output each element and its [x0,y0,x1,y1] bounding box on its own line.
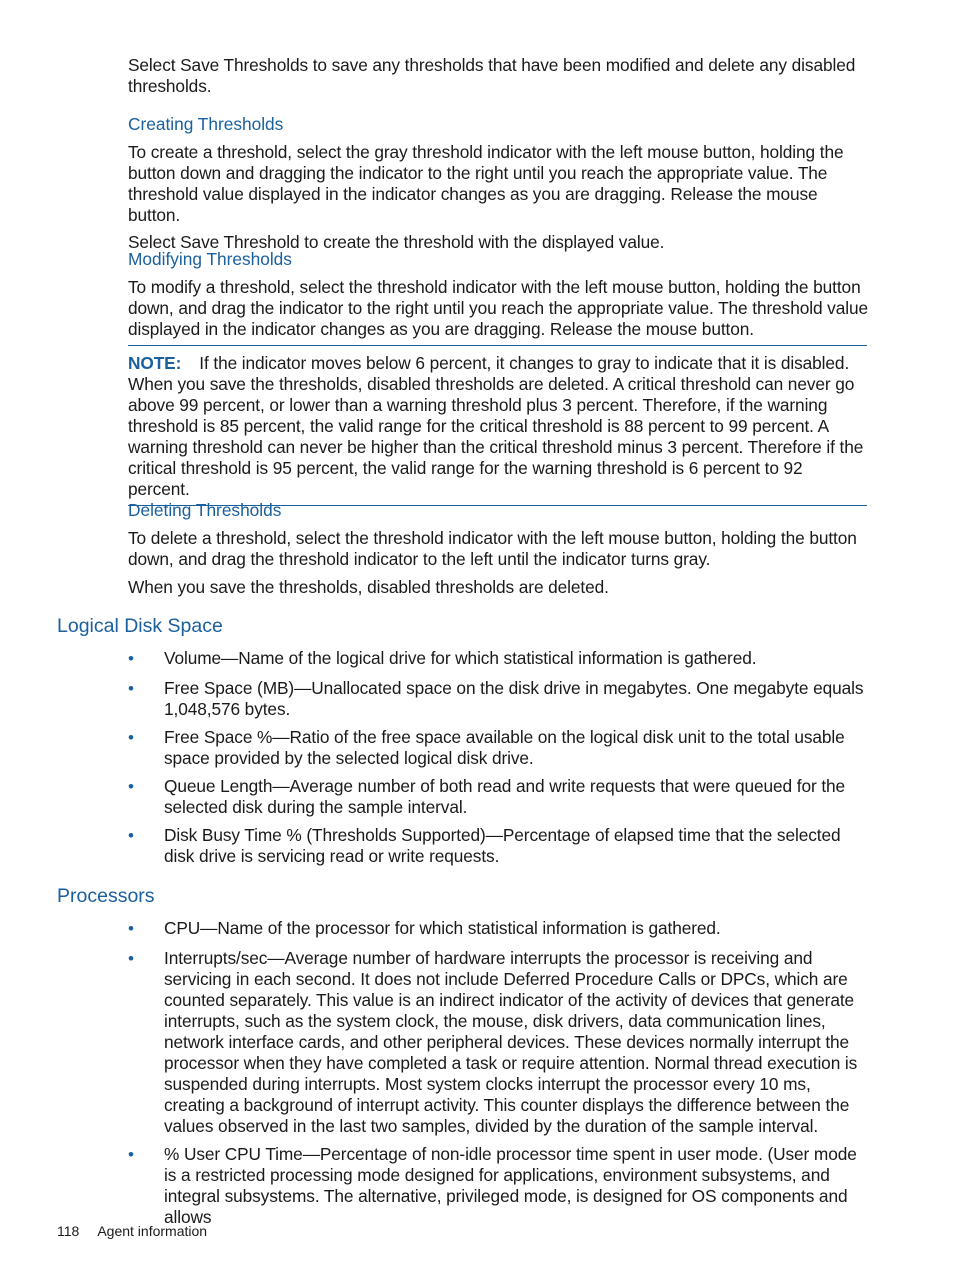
intro-section [128,55,870,97]
logical-disk-space-heading: Logical Disk Space [57,615,223,637]
save-thresholds-paragraph: Select Save Thresholds to save any thresholds that have been modified and delete any disabled thresholds. [128,55,856,96]
processors-heading: Processors [57,885,155,907]
note-text: If the indicator moves below 6 percent, it changes to gray to indicate that it is disabled. When you save the thresholds, disabled thresholds are deleted. A critical threshold can never go above 99 percent, or lower than a warning threshold plus 3 percent. Therefore, if the warning threshold is 85 percent, the valid range for the critical threshold is 88 percent to 99 percent. A warning threshold can never be higher than the critical threshold minus 3 percent. Therefore if the critical threshold is 95 percent, the valid range for the warning threshold is 6 percent to 92 percent. [128,353,864,499]
note-box [128,345,867,506]
list-item [128,948,870,1137]
note-paragraph [128,353,867,500]
list-item-text: CPU—Name of the processor for which statistical information is gathered. [164,918,721,938]
processors-section [0,884,954,1228]
list-item-text: Volume—Name of the logical drive for which statistical information is gathered. [164,648,757,668]
list-item [128,918,870,939]
list-item [128,1144,870,1228]
list-item-text: % User CPU Time—Percentage of non-idle processor time spent in user mode. (User mode is a restricted processing mode designed for applications, environment subsystems, and integral subsystems. The alternative, privileged mode, is designed for OS components and allows [164,1144,857,1227]
creating-thresholds-paragraph: To create a threshold, select the gray threshold indicator with the left mouse button, holding the button down and dragging the indicator to the right until you reach the appropriate value. The threshold value displayed in the indicator changes as you are dragging. Release the mouse button. [128,142,844,225]
deleting-thresholds-section [128,500,870,598]
bullet-icon: • [128,649,134,668]
deleting-thresholds-heading: Deleting Thresholds [128,500,282,520]
bullet-icon: • [128,1145,134,1164]
save-threshold-paragraph: Select Save Threshold to create the threshold with the displayed value. [128,232,665,252]
creating-thresholds-heading: Creating Thresholds [128,114,284,134]
list-item-text: Disk Busy Time % (Thresholds Supported)—Percentage of elapsed time that the selected disk drive is servicing read or write requests. [164,825,841,866]
note-label: NOTE: [128,353,182,373]
list-item-text: Free Space (MB)—Unallocated space on the disk drive in megabytes. One megabyte equals 1,048,576 bytes. [164,678,864,719]
modifying-thresholds-section [128,249,870,340]
list-item-text: Free Space %—Ratio of the free space available on the logical disk unit to the total usable space provided by the selected logical disk drive. [164,727,845,768]
deleted-on-save-paragraph: When you save the thresholds, disabled thresholds are deleted. [128,577,609,597]
creating-thresholds-section [128,114,870,253]
list-item [128,648,870,669]
list-item [128,825,870,867]
list-item-text: Queue Length—Average number of both read and write requests that were queued for the selected disk during the sample interval. [164,776,846,817]
list-item [128,776,870,818]
processors-list [128,918,870,1228]
logical-disk-space-section [0,614,954,867]
footer-section-title: Agent information [97,1223,208,1239]
modifying-thresholds-paragraph: To modify a threshold, select the threshold indicator with the left mouse button, holding the button down, and drag the indicator to the right until you reach the appropriate value. The threshold value displayed in the indicator changes as you are dragging. Release the mouse button. [128,277,868,339]
bullet-icon: • [128,826,134,845]
page-number: 118 [57,1223,80,1239]
list-item [128,678,870,720]
bullet-icon: • [128,728,134,747]
deleting-thresholds-paragraph: To delete a threshold, select the threshold indicator with the left mouse button, holding the button down, and drag the threshold indicator to the left until the indicator turns gray. [128,528,857,569]
logical-disk-list [128,648,870,867]
list-item-text: Interrupts/sec—Average number of hardware interrupts the processor is receiving and servicing in each second. It does not include Deferred Procedure Calls or DPCs, which are counted separately. This value is an indirect indicator of the activity of devices that generate interrupts, such as the system clock, the mouse, disk drivers, data communication lines, network interface cards, and other peripheral devices. These devices normally interrupt the processor when they have completed a task or require attention. Normal thread execution is suspended during interrupts. Most system clocks interrupt the processor every 10 ms, creating a background of interrupt activity. This counter displays the difference between the values observed in the last two samples, divided by the duration of the sample interval. [164,948,858,1136]
modifying-thresholds-heading: Modifying Thresholds [128,249,292,269]
bullet-icon: • [128,949,134,968]
bullet-icon: • [128,679,134,698]
list-item [128,727,870,769]
bullet-icon: • [128,777,134,796]
bullet-icon: • [128,919,134,938]
page-footer [57,1222,207,1240]
